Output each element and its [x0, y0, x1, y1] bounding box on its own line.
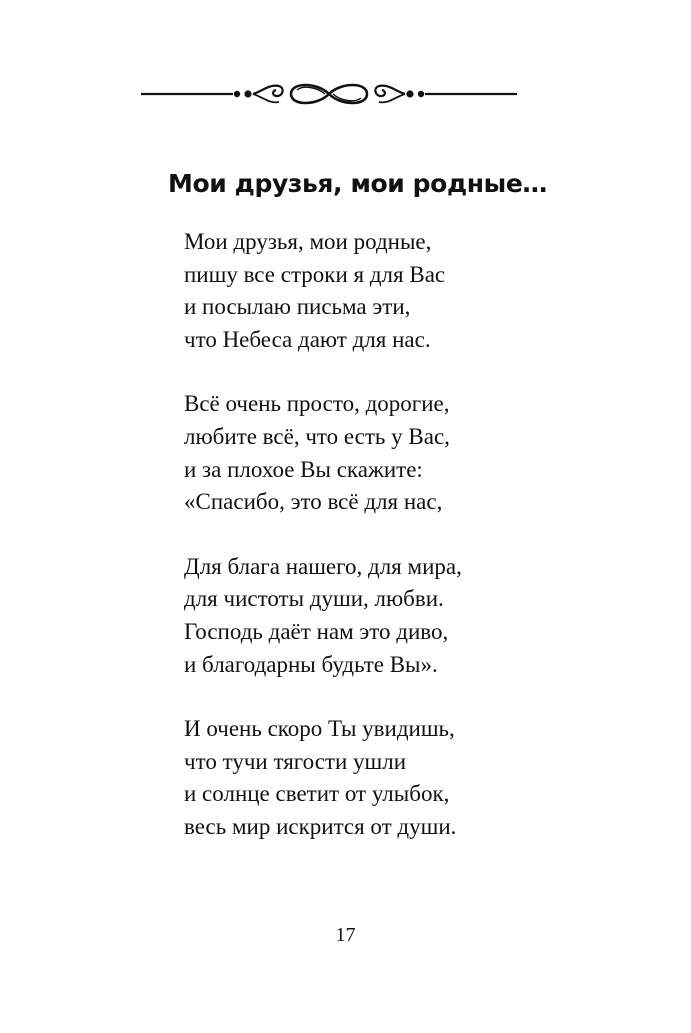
poem-body: [184, 226, 462, 876]
poem-title: Мои друзья, мои родные…: [168, 169, 547, 198]
poem-line: Для блага нашего, для мира,: [184, 553, 462, 579]
poem-line: и посылаю письма эти,: [184, 294, 411, 320]
stanza: [184, 551, 462, 681]
poem-line: «Спасибо, это всё для нас,: [184, 489, 443, 515]
poem-line: Всё очень просто, дорогие,: [184, 391, 450, 417]
poem-line: для чистоты души, любви.: [184, 586, 444, 612]
poem-line: что Небеса дают для нас.: [184, 326, 431, 352]
stanza: [184, 713, 462, 843]
poem-line: И очень скоро Ты увидишь,: [184, 716, 455, 742]
poem-line: весь мир искрится от души.: [184, 813, 457, 839]
poem-line: пишу все строки я для Вас: [184, 261, 446, 287]
poem-line: Мои друзья, мои родные,: [184, 229, 432, 254]
poem-line: и благодарны будьте Вы».: [184, 651, 438, 677]
stanza: [184, 226, 462, 356]
poem-line: и за плохое Вы скажите:: [184, 456, 423, 482]
poem-line: любите всё, что есть у Вас,: [184, 423, 450, 449]
poem-line: что тучи тягости ушли: [184, 748, 407, 774]
page-number: 17: [335, 924, 356, 946]
poem-line: и солнце светит от улыбок,: [184, 781, 450, 807]
poem-line: Господь даёт нам это диво,: [184, 618, 449, 644]
stanza: [184, 388, 462, 518]
flourish-divider-icon: [141, 78, 517, 110]
